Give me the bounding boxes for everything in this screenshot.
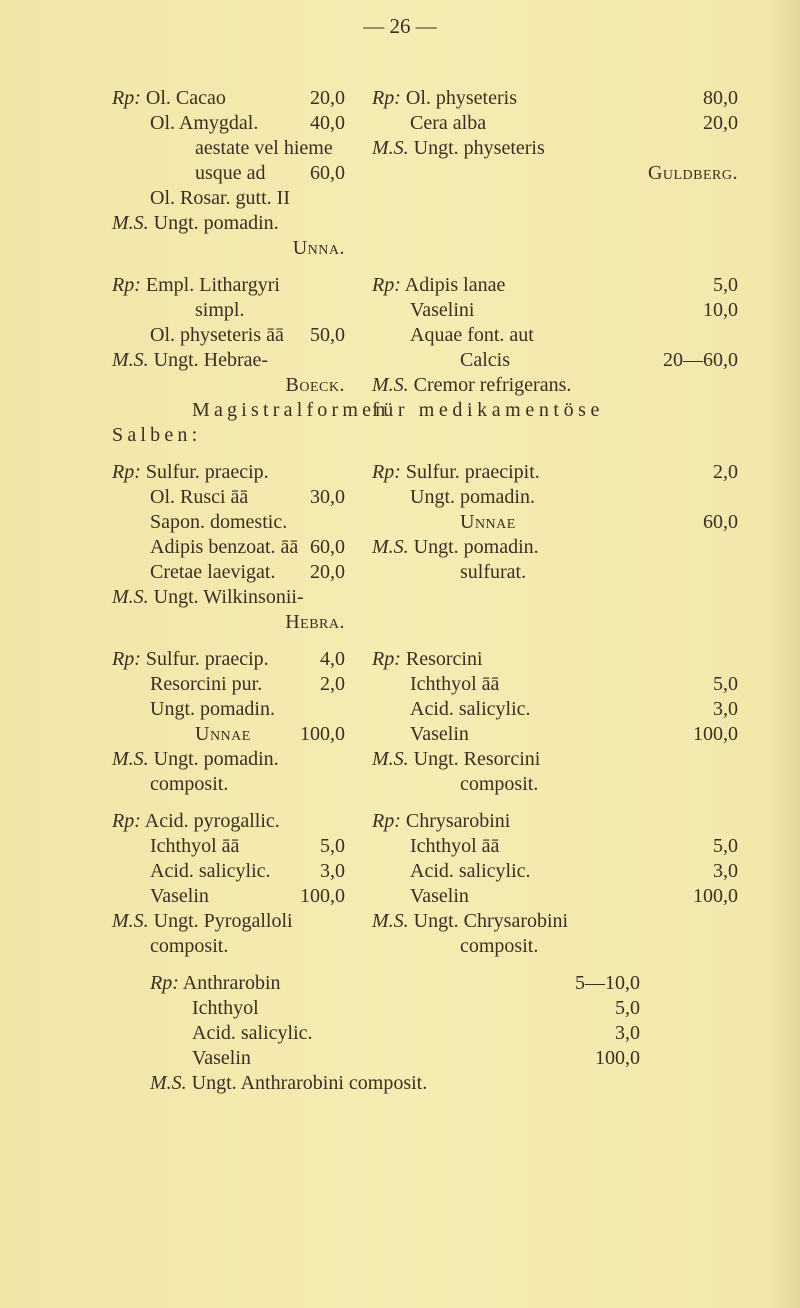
ingredient-text: Vaselin bbox=[192, 1047, 251, 1069]
author-name: Guldberg. bbox=[647, 162, 738, 184]
ingredient-text: Acid. salicylic. bbox=[410, 860, 531, 882]
amount: 30,0 bbox=[310, 486, 345, 508]
recipe-line bbox=[150, 510, 287, 534]
ingredient-text: Ungt. Hebrae- bbox=[153, 349, 269, 371]
ingredient-text: Chrysarobini bbox=[405, 810, 511, 832]
recipe-prefix: Rp: bbox=[112, 810, 141, 832]
recipe-line bbox=[372, 86, 517, 110]
section-heading-salben: Salben: bbox=[112, 424, 202, 446]
recipe-line bbox=[150, 323, 284, 347]
recipe-prefix: Rp: bbox=[112, 648, 141, 670]
recipe-line bbox=[285, 610, 345, 634]
recipe-line bbox=[195, 161, 266, 185]
recipe-line bbox=[112, 647, 269, 671]
recipe-line bbox=[192, 1021, 313, 1045]
recipe-line bbox=[192, 996, 259, 1020]
recipe-prefix: Rp: bbox=[372, 461, 401, 483]
ingredient-text: Ungt. pomadin. bbox=[410, 486, 535, 508]
author-name: Boeck. bbox=[285, 374, 345, 396]
ingredient-text: Resorcini pur. bbox=[150, 673, 263, 695]
signa-prefix: M.S. bbox=[112, 910, 149, 932]
amount: 60,0 bbox=[310, 536, 345, 558]
ingredient-text: Ichthyol āā bbox=[410, 835, 500, 857]
amount: 60,0 bbox=[310, 162, 345, 184]
ingredient-text: Ichthyol āā bbox=[150, 835, 240, 857]
ingredient-text: Sulfur. praecip. bbox=[145, 648, 269, 670]
ingredient-text: Aquae font. aut bbox=[410, 324, 534, 346]
ingredient-text: Ol. Rosar. gutt. II bbox=[150, 187, 290, 209]
recipe-line bbox=[150, 834, 239, 858]
amount: 40,0 bbox=[310, 112, 345, 134]
ingredient-text: Ungt. Anthrarobini composit. bbox=[191, 1072, 428, 1094]
recipe-line bbox=[410, 859, 531, 883]
amount: 20,0 bbox=[310, 87, 345, 109]
amount: 5—10,0 bbox=[575, 972, 640, 994]
recipe-line bbox=[112, 909, 293, 933]
recipe-line bbox=[150, 186, 290, 210]
recipe-line bbox=[293, 236, 345, 260]
amount: 5,0 bbox=[615, 997, 640, 1019]
author-name: Hebra. bbox=[285, 611, 345, 633]
amount: 60,0 bbox=[703, 511, 738, 533]
author-name: Unna. bbox=[292, 237, 345, 259]
ingredient-text: Acid. salicylic. bbox=[150, 860, 271, 882]
recipe-line bbox=[410, 722, 469, 746]
recipe-line bbox=[460, 348, 510, 372]
amount: 100,0 bbox=[300, 723, 345, 745]
ingredient-text: Cera alba bbox=[410, 112, 487, 134]
recipe-prefix: Rp: bbox=[372, 810, 401, 832]
recipe-line bbox=[150, 485, 248, 509]
ingredient-text: Ungt. pomadin. bbox=[150, 698, 275, 720]
recipe-line bbox=[410, 672, 499, 696]
ingredient-text: Ungt. pomadin. bbox=[153, 748, 279, 770]
amount: 100,0 bbox=[300, 885, 345, 907]
signa-prefix: M.S. bbox=[372, 536, 409, 558]
ingredient-text: Vaselin bbox=[410, 723, 469, 745]
recipe-line bbox=[372, 273, 505, 297]
ingredient-text: Acid. salicylic. bbox=[192, 1022, 313, 1044]
ingredient-text: Vaselin bbox=[150, 885, 209, 907]
ingredient-text: Ichthyol āā bbox=[410, 673, 500, 695]
ingredient-text: Acid. pyrogallic. bbox=[144, 810, 280, 832]
ingredient-text: Acid. salicylic. bbox=[410, 698, 531, 720]
ingredient-text: Ol. physeteris āā bbox=[150, 324, 284, 346]
recipe-line bbox=[150, 672, 262, 696]
amount: 3,0 bbox=[713, 860, 738, 882]
signa-prefix: M.S. bbox=[112, 748, 149, 770]
ingredient-text: Adipis benzoat. āā bbox=[150, 536, 299, 558]
ingredient-text: Ungt. Chrysarobini bbox=[413, 910, 569, 932]
signa-prefix: M.S. bbox=[112, 586, 149, 608]
recipe-line bbox=[372, 136, 545, 160]
recipe-line bbox=[150, 111, 258, 135]
amount: 100,0 bbox=[595, 1047, 640, 1069]
recipe-line bbox=[372, 647, 483, 671]
ingredient-text: Adipis lanae bbox=[404, 274, 506, 296]
recipe-line bbox=[410, 485, 535, 509]
ingredient-text: Ichthyol bbox=[192, 997, 259, 1019]
amount: 5,0 bbox=[713, 274, 738, 296]
amount: 5,0 bbox=[713, 835, 738, 857]
recipe-prefix: Rp: bbox=[112, 274, 141, 296]
recipe-line bbox=[410, 323, 534, 347]
recipe-line bbox=[372, 535, 539, 559]
amount: 4,0 bbox=[320, 648, 345, 670]
recipe-line bbox=[112, 809, 280, 833]
recipe-line bbox=[112, 460, 269, 484]
ingredient-text: composit. bbox=[460, 773, 539, 795]
recipe-line bbox=[372, 909, 568, 933]
recipe-line bbox=[150, 772, 228, 796]
recipe-line bbox=[112, 585, 304, 609]
ingredient-text: usque ad bbox=[195, 162, 266, 184]
recipe-line bbox=[460, 934, 538, 958]
ingredient-text: Unnae bbox=[460, 511, 516, 533]
recipe-prefix: Rp: bbox=[150, 972, 179, 994]
ingredient-text: Anthrarobin bbox=[182, 972, 281, 994]
recipe-line bbox=[150, 1071, 427, 1095]
section-heading-right: für medikamentöse bbox=[372, 399, 605, 421]
recipe-prefix: Rp: bbox=[112, 461, 141, 483]
signa-prefix: M.S. bbox=[150, 1072, 187, 1094]
recipe-prefix: Rp: bbox=[372, 648, 401, 670]
recipe-line bbox=[150, 560, 276, 584]
ingredient-text: Sapon. domestic. bbox=[150, 511, 288, 533]
amount: 20,0 bbox=[310, 561, 345, 583]
ingredient-text: composit. bbox=[150, 935, 229, 957]
ingredient-text: Ungt. Wilkinsonii- bbox=[153, 586, 304, 608]
amount: 2,0 bbox=[320, 673, 345, 695]
ingredient-text: Resorcini bbox=[405, 648, 483, 670]
recipe-line bbox=[372, 747, 540, 771]
ingredient-text: Unnae bbox=[195, 723, 251, 745]
recipe-line bbox=[410, 111, 486, 135]
recipe-line bbox=[410, 884, 469, 908]
ingredient-text: Calcis bbox=[460, 349, 510, 371]
ingredient-text: Sulfur. praecip. bbox=[145, 461, 269, 483]
ingredient-text: Ol. Amygdal. bbox=[150, 112, 259, 134]
ingredient-text: Ol. physeteris bbox=[405, 87, 517, 109]
page-number: — 26 — bbox=[363, 14, 437, 38]
ingredient-text: Ol. Cacao bbox=[145, 87, 226, 109]
signa-prefix: M.S. bbox=[112, 212, 149, 234]
amount: 3,0 bbox=[615, 1022, 640, 1044]
amount: 100,0 bbox=[693, 723, 738, 745]
recipe-line bbox=[195, 722, 251, 746]
ingredient-text: Vaselini bbox=[410, 299, 475, 321]
ingredient-text: Ungt. Resorcini bbox=[413, 748, 541, 770]
recipe-line bbox=[372, 809, 510, 833]
recipe-line bbox=[460, 772, 538, 796]
section-heading-left: Magistralformen bbox=[192, 399, 390, 421]
amount: 3,0 bbox=[320, 860, 345, 882]
recipe-line bbox=[410, 697, 531, 721]
recipe-line bbox=[286, 373, 345, 397]
amount: 100,0 bbox=[693, 885, 738, 907]
ingredient-text: Cretae laevigat. bbox=[150, 561, 276, 583]
ingredient-text: Ungt. Pyrogalloli bbox=[153, 910, 293, 932]
amount: 10,0 bbox=[703, 299, 738, 321]
recipe-line bbox=[150, 971, 281, 995]
ingredient-text: composit. bbox=[460, 935, 539, 957]
amount: 3,0 bbox=[713, 698, 738, 720]
signa-prefix: M.S. bbox=[372, 137, 409, 159]
recipe-line bbox=[112, 273, 280, 297]
amount: 20,0 bbox=[703, 112, 738, 134]
signa-prefix: M.S. bbox=[372, 748, 409, 770]
recipe-line bbox=[112, 348, 268, 372]
signa-prefix: M.S. bbox=[372, 910, 409, 932]
recipe-prefix: Rp: bbox=[112, 87, 141, 109]
recipe-line bbox=[372, 460, 540, 484]
ingredient-text: Vaselin bbox=[410, 885, 469, 907]
ingredient-text: aestate vel hieme bbox=[195, 137, 333, 159]
recipe-line bbox=[648, 161, 738, 185]
ingredient-text: composit. bbox=[150, 773, 229, 795]
ingredient-text: Empl. Lithargyri bbox=[145, 274, 280, 296]
amount: 80,0 bbox=[703, 87, 738, 109]
ingredient-text: Ungt. pomadin. bbox=[413, 536, 539, 558]
recipe-line bbox=[410, 834, 499, 858]
recipe-line bbox=[410, 298, 474, 322]
ingredient-text: Ol. Rusci āā bbox=[150, 486, 249, 508]
ingredient-text: Sulfur. praecipit. bbox=[405, 461, 540, 483]
recipe-line bbox=[372, 373, 571, 397]
ingredient-text: Ungt. physeteris bbox=[413, 137, 545, 159]
recipe-line bbox=[112, 211, 279, 235]
signa-prefix: M.S. bbox=[372, 374, 409, 396]
recipe-line bbox=[195, 136, 333, 160]
amount: 5,0 bbox=[320, 835, 345, 857]
ingredient-text: simpl. bbox=[195, 299, 245, 321]
recipe-line bbox=[150, 535, 298, 559]
recipe-prefix: Rp: bbox=[372, 274, 401, 296]
amount: 50,0 bbox=[310, 324, 345, 346]
amount: 2,0 bbox=[713, 461, 738, 483]
ingredient-text: sulfurat. bbox=[460, 561, 527, 583]
recipe-line bbox=[195, 298, 244, 322]
amount: 20—60,0 bbox=[663, 349, 738, 371]
ingredient-text: Ungt. pomadin. bbox=[153, 212, 279, 234]
signa-prefix: M.S. bbox=[112, 349, 149, 371]
recipe-line bbox=[112, 747, 279, 771]
recipe-line bbox=[150, 884, 209, 908]
recipe-line bbox=[150, 697, 275, 721]
recipe-line bbox=[192, 1046, 251, 1070]
ingredient-text: Cremor refrigerans. bbox=[413, 374, 572, 396]
recipe-line bbox=[150, 934, 228, 958]
recipe-line bbox=[150, 859, 271, 883]
recipe-line bbox=[460, 510, 516, 534]
recipe-line bbox=[460, 560, 526, 584]
recipe-prefix: Rp: bbox=[372, 87, 401, 109]
amount: 5,0 bbox=[713, 673, 738, 695]
recipe-line bbox=[112, 86, 226, 110]
